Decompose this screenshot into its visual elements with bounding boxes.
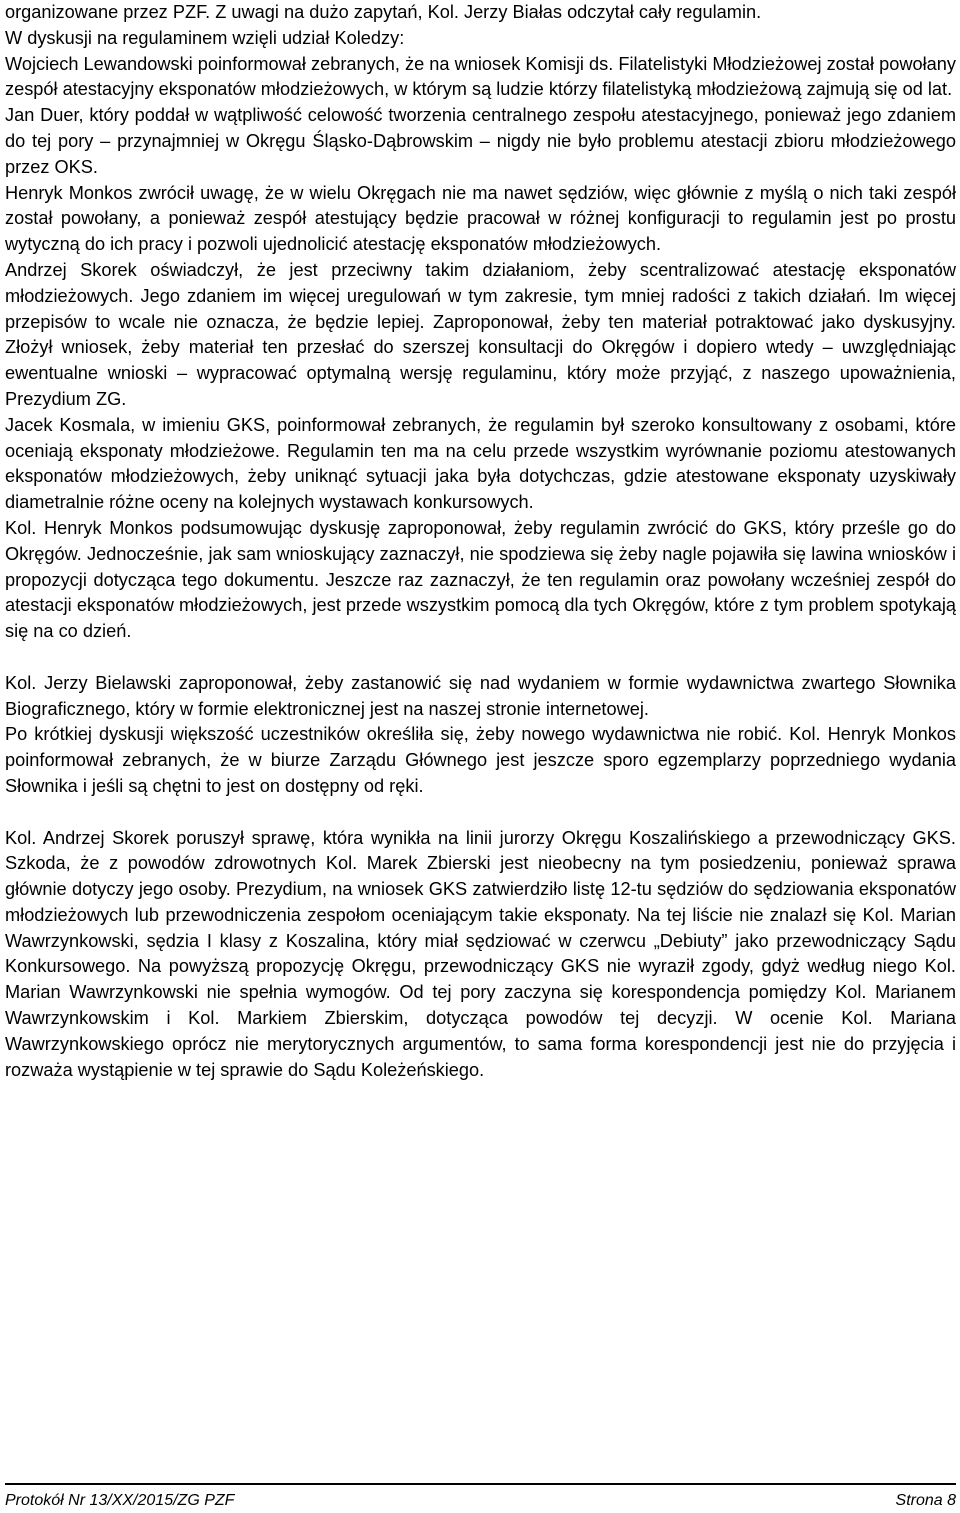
paragraph-bielawski: Kol. Jerzy Bielawski zaproponował, żeby zastanowić się nad wydaniem w formie wydawnictwa zwartego Słownika Biograficznego, który w formie elektronicznej jest na naszej stronie internetowej. [5,672,956,719]
paragraph-duer: Jan Duer, który poddał w wątpliwość celowość tworzenia centralnego zespołu atestacyjnego, ponieważ jego zdaniem do tej pory – przynajmniej w Okręgu Śląsko-Dąbrowskim – nigdy nie było problemu atestacji zbioru młodzieżowego przez OKS. [5,105,956,177]
paragraph-dyskusja-header: W dyskusji na regulaminem wzięli udział Koledzy: [5,27,405,48]
document-body [5,0,956,1083]
paragraph-skorek-gks: Kol. Andrzej Skorek poruszył sprawę, która wynikła na linii jurorzy Okręgu Koszalińskiego a przewodniczący GKS. Szkoda, że z powodów zdrowotnych Kol. Marek Zbierski jest nieobecny na tym posiedzeniu, ponieważ sprawa głównie dotyczy jego osoby. Prezydium, na wniosek GKS zatwierdziło listę 12-tu sędziów do sędziowania eksponatów młodzieżowych lub przewodniczenia zespołom oceniającym takie eksponaty. Na tej liście nie znalazł się Kol. Marian Wawrzynkowski, sędzia I klasy z Koszalina, który miał sędziować w czerwcu „Debiuty” jako przewodniczący Sądu Konkursowego. Na powyższą propozycję Okręgu, przewodniczący GKS nie wyraził zgody, gdyż według niego Kol. Marian Wawrzynkowski nie spełnia wymogów. Od tej pory zaczyna się korespondencja pomiędzy Kol. Marianem Wawrzynkowskim i Kol. Markiem Zbierskim, dotycząca powodów tej decyzji. W ocenie Kol. Mariana Wawrzynkowskiego oprócz nie merytorycznych argumentów, to sama forma korespondencji jest nie do przyjęcia i rozważa wystąpienie w tej sprawie do Sądu Koleżeńskiego. [5,827,956,1080]
paragraph-monkos-zespol: Henryk Monkos zwrócił uwagę, że w wielu Okręgach nie ma nawet sędziów, więc głównie z myślą o nich taki zespół został powołany, a ponieważ zespół atestujący będzie pracował w różnej konfiguracji to regulamin jest po prostu wytyczną do ich pracy i pozwoli ujednolicić atestację eksponatów młodzieżowych. [5,182,956,255]
footer-divider [5,1483,956,1485]
paragraph-slownik-dyskusja: Po krótkiej dyskusji większość uczestników określiła się, żeby nowego wydawnictwa nie robić. Kol. Henryk Monkos poinformował zebranych, że w biurze Zarządu Głównego jest jeszcze sporo egzemplarzy poprzedniego wydania Słownika i jeśli są chętni to jest on dostępny od ręki. [5,724,956,796]
paragraph-kosmala: Jacek Kosmala, w imieniu GKS, poinformował zebranych, że regulamin był szeroko konsultowany z osobami, które oceniają eksponaty młodzieżowe. Regulamin ten ma na celu przede wszystkim wyrównanie poziomu atestowanych eksponatów młodzieżowych, żeby uniknąć sytuacji jaka była dotychczas, gdzie atestowane eksponaty uzyskiwały diametralnie różne oceny na kolejnych wystawach konkursowych. [5,414,956,513]
paragraph-regulamin-intro: organizowane przez PZF. Z uwagi na dużo zapytań, Kol. Jerzy Białas odczytał cały regulamin. [5,2,762,22]
paragraph-lewandowski: Wojciech Lewandowski poinformował zebranych, że na wniosek Komisji ds. Filatelistyki Młodzieżowej został powołany zespół atestacyjny eksponatów młodzieżowych, w którym są ludzie którzy filatelistyką młodzieżową zajmują się od lat. [5,53,956,100]
paragraph-skorek-regulamin: Andrzej Skorek oświadczył, że jest przeciwny takim działaniom, żeby scentralizować atestację eksponatów młodzieżowych. Jego zdaniem im więcej uregulowań w tym zakresie, tym mniej radości z takich działań. Im więcej przepisów to wcale nie oznacza, że będzie lepiej. Zaproponował, żeby ten materiał potraktować jako dyskusyjny. Złożył wniosek, żeby materiał ten przesłać do szerszej konsultacji do Okręgów i dopiero wtedy – uwzględniając ewentualne wnioski – wypracować optymalną wersję regulaminu, który może przyjąć, z naszego upoważnienia, Prezydium ZG. [5,259,956,409]
paragraph-spacer [5,800,956,826]
paragraph-spacer [5,645,956,671]
footer-document-title: Protokół Nr 13/XX/2015/ZG PZF [5,1492,235,1509]
paragraph-monkos-podsumowanie: Kol. Henryk Monkos podsumowując dyskusję zaproponował, żeby regulamin zwrócić do GKS, który prześle go do Okręgów. Jednocześnie, jak sam wnioskujący zaznaczył, nie spodziewa się żeby nagle pojawiła się lawina wniosków i propozycji dotycząca tego dokumentu. Jeszcze raz zaznaczył, że ten regulamin oraz powołany wcześniej zespół do atestacji eksponatów młodzieżowych, jest przede wszystkim pomocą dla tych Okręgów, które z tym problem spotykają się na co dzień. [5,517,956,642]
footer-page-number: Strona 8 [895,1492,956,1509]
